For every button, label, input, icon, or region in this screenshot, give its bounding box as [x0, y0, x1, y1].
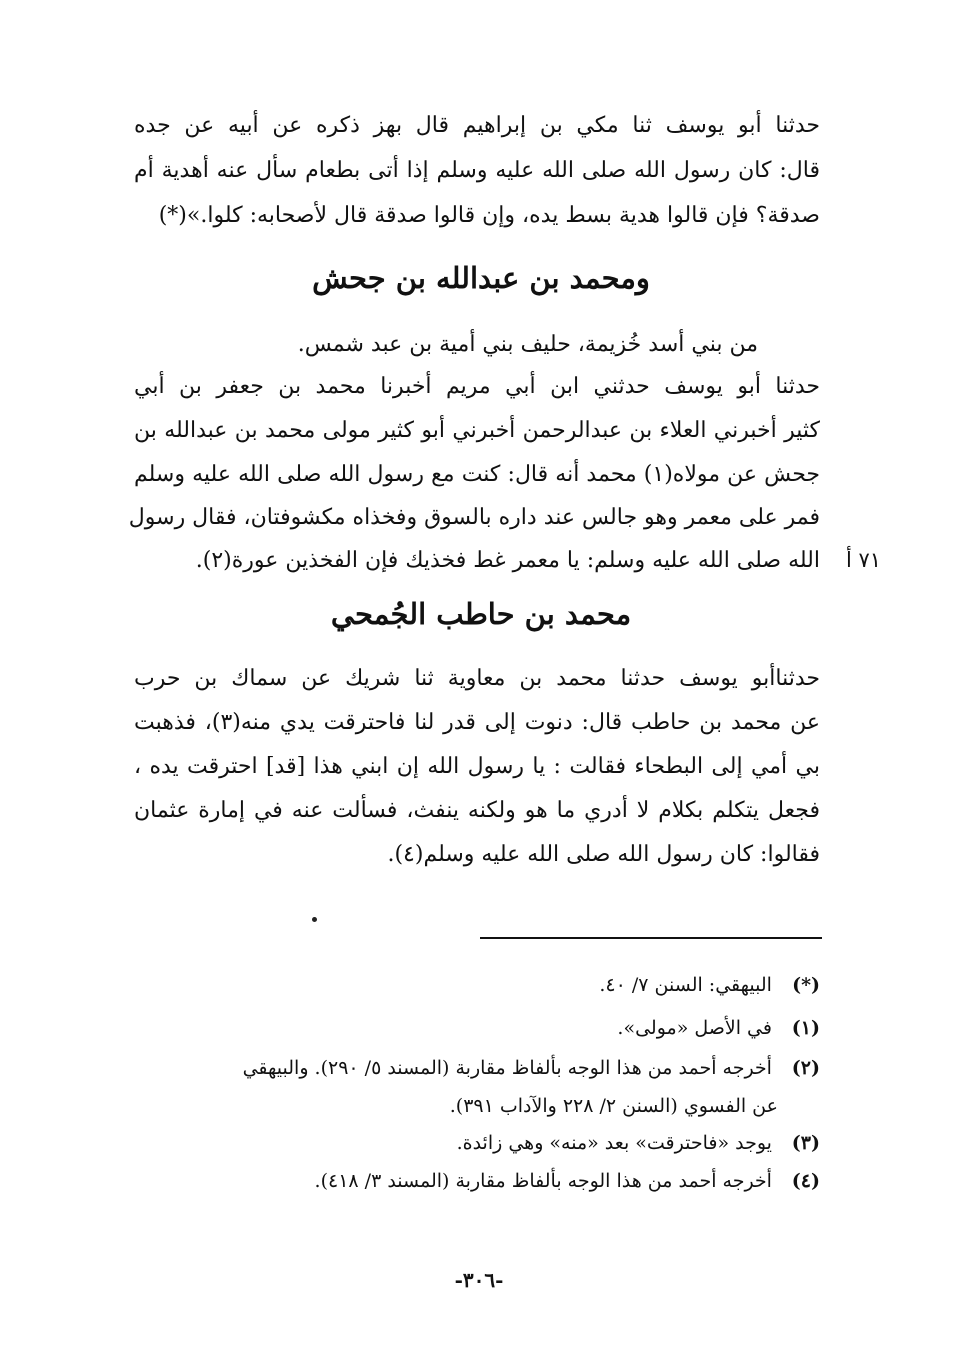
footnote-2 [180, 1051, 820, 1085]
section2-line-5: فقالوا: كان رسول الله صلى الله عليه وسلم(٤). [387, 842, 820, 867]
footnote-text: أخرجه أحمد من هذا الوجه بألفاظ مقاربة (المسند ٥/ ٢٩٠). والبيهقي [242, 1057, 772, 1079]
section2-line-4: فجعل يتكلم بكلام لا أدري ما هو ولكنه ينفث، فسألت عنه في إمارة عثمان [134, 798, 820, 823]
section1-line-5: فمر على معمر وهو جالس عند داره بالسوق وفخذاه مكشوفتان، فقال رسول [128, 505, 820, 530]
section1-line-2: حدثنا أبو يوسف حدثني ابن أبي مريم أخبرنا محمد بن جعفر بن أبي [134, 374, 820, 399]
footnote-separator [480, 937, 822, 939]
footnote-number: (٢) [791, 1057, 820, 1079]
section2-line-2: عن محمد بن حاطب قال: دنوت إلى قدر لنا فاحترقت يدي منه(٣)، فذهبت [134, 710, 820, 735]
footnote-star [180, 968, 820, 1002]
footnote-text: يوجد «فاحترقت» بعد «منه» وهي زائدة. [456, 1132, 772, 1154]
section1-line-3: كثير أخبرني العلاء بن عبدالرحمن أخبرني أبو كثير مولى محمد بن عبدالله بن [134, 418, 820, 443]
section2-line-3: بي أمي إلى البطحاء فقالت : يا رسول الله إن ابني هذا [قد] احترقت يده ، [134, 754, 820, 779]
margin-folio-note: ٧١ أ [846, 548, 882, 572]
footnote-text: في الأصل «مولى». [617, 1017, 772, 1039]
footnote-text: أخرجه أحمد من هذا الوجه بألفاظ مقاربة (المسند ٣/ ٤١٨). [314, 1170, 772, 1192]
footnote-2-continuation: عن الفسوي (السنن ٢/ ٢٢٨ والآداب ٣٩١). [449, 1095, 778, 1117]
hadith1-line-1: حدثنا أبو يوسف ثنا مكي بن إبراهيم قال بهز ذكره عن أبيه عن جده [134, 113, 820, 138]
footnote-number: (١) [791, 1017, 820, 1039]
page-number: -٣٠٦- [454, 1268, 504, 1292]
footnote-3 [180, 1126, 820, 1160]
section1-line-1: من بني أسد خُزيمة، حليف بني أمية بن عبد شمس. [297, 332, 758, 357]
section1-line-6: الله صلى الله عليه وسلم: يا معمر غط فخذيك فإن الفخذين عورة(٢). [195, 548, 820, 573]
section2-title: محمد بن حاطب الجُمحي [330, 597, 632, 631]
footnote-4 [180, 1164, 820, 1198]
section1-title: ومحمد بن عبدالله بن جحش [312, 261, 650, 295]
footnote-number: (*) [792, 974, 820, 996]
hadith1-line-3: صدقة؟ فإن قالوا هدية بسط يده، وإن قالوا صدقة قال لأصحابه: كلوا.»(*) [158, 203, 820, 228]
section1-line-4: جحش عن مولاه(١) محمد أنه قال: كنت مع رسول الله صلى الله عليه وسلم [134, 462, 820, 487]
footnote-text: البيهقي: السنن ٧/ ٤٠. [599, 974, 772, 996]
footnote-number: (٣) [791, 1132, 820, 1154]
hadith1-line-2: قال: كان رسول الله صلى الله عليه وسلم إذا أتى بطعام سأل عنه أهدية أم [134, 158, 820, 183]
section2-line-1: حدثناأبو يوسف حدثنا محمد بن معاوية ثنا شريك عن سماك بن حرب [134, 666, 820, 691]
stray-mark [312, 917, 317, 922]
footnote-1 [180, 1011, 820, 1045]
footnote-number: (٤) [791, 1170, 820, 1192]
